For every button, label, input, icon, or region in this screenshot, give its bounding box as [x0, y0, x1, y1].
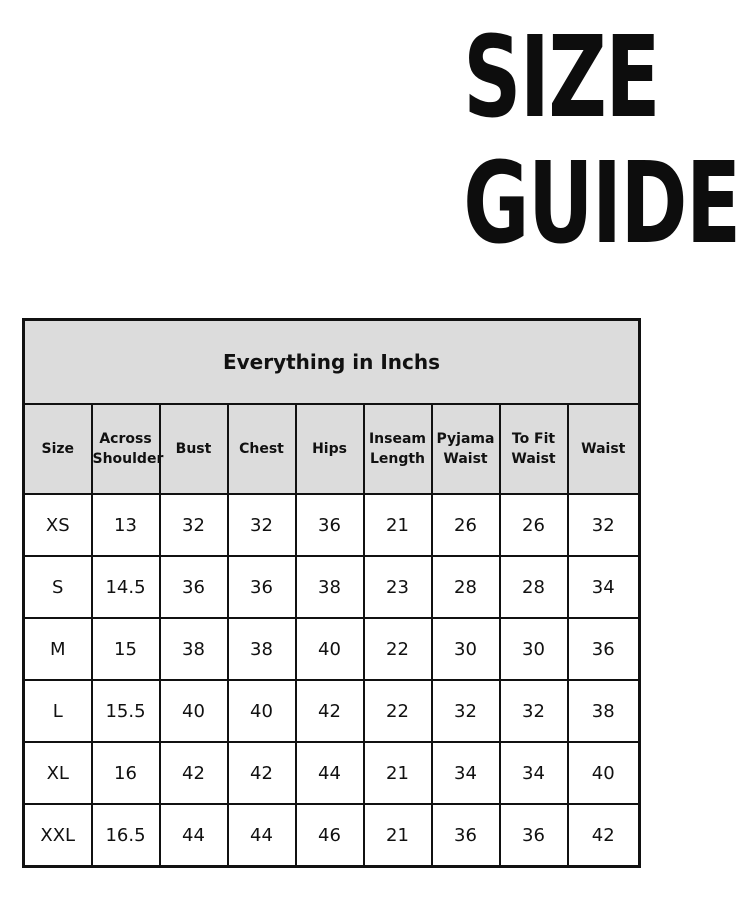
measurement-cell: 13: [92, 494, 160, 556]
measurement-cell: 23: [364, 556, 432, 618]
measurement-cell: 34: [500, 742, 568, 804]
table-row: [24, 804, 640, 867]
measurement-cell: 30: [500, 618, 568, 680]
column-header-line: To Fit: [511, 431, 556, 447]
measurement-cell: 42: [296, 680, 364, 742]
measurement-cell: 46: [296, 804, 364, 867]
table-row: [24, 680, 640, 742]
measurement-cell: 34: [568, 556, 640, 618]
column-header-line: Length: [369, 451, 426, 467]
column-header-line: Bust: [175, 441, 212, 457]
measurement-cell: 38: [568, 680, 640, 742]
size-table: [22, 318, 641, 868]
column-header: [160, 404, 228, 494]
measurement-cell: 44: [228, 804, 296, 867]
measurement-cell: 32: [500, 680, 568, 742]
measurement-cell: 42: [568, 804, 640, 867]
measurement-cell: 40: [568, 742, 640, 804]
measurement-cell: 26: [500, 494, 568, 556]
size-label-cell: XL: [24, 742, 92, 804]
column-header-line: Shoulder: [92, 451, 164, 467]
measurement-cell: 40: [228, 680, 296, 742]
measurement-cell: 28: [500, 556, 568, 618]
column-header-line: Chest: [239, 441, 284, 457]
size-table-container: [22, 318, 638, 868]
table-row: [24, 556, 640, 618]
column-header-line: Hips: [312, 441, 347, 457]
column-header-line: Size: [41, 441, 75, 457]
column-header-line: Pyjama: [436, 431, 495, 447]
measurement-cell: 36: [228, 556, 296, 618]
measurement-cell: 36: [296, 494, 364, 556]
column-header: [364, 404, 432, 494]
measurement-cell: 38: [160, 618, 228, 680]
measurement-cell: 15.5: [92, 680, 160, 742]
measurement-cell: 38: [228, 618, 296, 680]
size-guide-title: [396, 13, 740, 269]
column-header-line: Across: [99, 431, 152, 447]
column-header: [500, 404, 568, 494]
measurement-cell: 44: [160, 804, 228, 867]
column-header-line: Waist: [581, 441, 626, 457]
title-line-guide: GUIDE: [463, 139, 740, 269]
measurement-cell: 15: [92, 618, 160, 680]
column-header-line: Inseam: [368, 431, 427, 447]
measurement-cell: 40: [160, 680, 228, 742]
table-row: [24, 494, 640, 556]
size-label-cell: L: [24, 680, 92, 742]
measurement-cell: 36: [568, 618, 640, 680]
table-caption: Everything in Inchs: [24, 320, 640, 405]
measurement-cell: 34: [432, 742, 500, 804]
measurement-cell: 32: [228, 494, 296, 556]
table-body: [24, 494, 640, 867]
measurement-cell: 42: [160, 742, 228, 804]
measurement-cell: 32: [568, 494, 640, 556]
measurement-cell: 44: [296, 742, 364, 804]
column-header: [24, 404, 92, 494]
measurement-cell: 36: [432, 804, 500, 867]
measurement-cell: 28: [432, 556, 500, 618]
column-header: [296, 404, 364, 494]
measurement-cell: 32: [160, 494, 228, 556]
measurement-cell: 14.5: [92, 556, 160, 618]
measurement-cell: 36: [500, 804, 568, 867]
column-header-line: Waist: [443, 451, 488, 467]
measurement-cell: 21: [364, 494, 432, 556]
measurement-cell: 30: [432, 618, 500, 680]
size-label-cell: XXL: [24, 804, 92, 867]
measurement-cell: 36: [160, 556, 228, 618]
table-row: [24, 742, 640, 804]
measurement-cell: 21: [364, 742, 432, 804]
size-label-cell: XS: [24, 494, 92, 556]
measurement-cell: 16.5: [92, 804, 160, 867]
size-label-cell: S: [24, 556, 92, 618]
measurement-cell: 22: [364, 680, 432, 742]
column-header: [92, 404, 164, 494]
measurement-cell: 38: [296, 556, 364, 618]
measurement-cell: 40: [296, 618, 364, 680]
column-header-line: Waist: [511, 451, 556, 467]
measurement-cell: 32: [432, 680, 500, 742]
size-label-cell: M: [24, 618, 92, 680]
measurement-cell: 22: [364, 618, 432, 680]
table-header-row: [24, 404, 640, 494]
measurement-cell: 26: [432, 494, 500, 556]
column-header: [228, 404, 296, 494]
table-row: [24, 618, 640, 680]
measurement-cell: 21: [364, 804, 432, 867]
measurement-cell: 42: [228, 742, 296, 804]
measurement-cell: 16: [92, 742, 160, 804]
title-line-size: SIZE: [463, 13, 660, 143]
column-header: [568, 404, 640, 494]
column-header: [432, 404, 500, 494]
